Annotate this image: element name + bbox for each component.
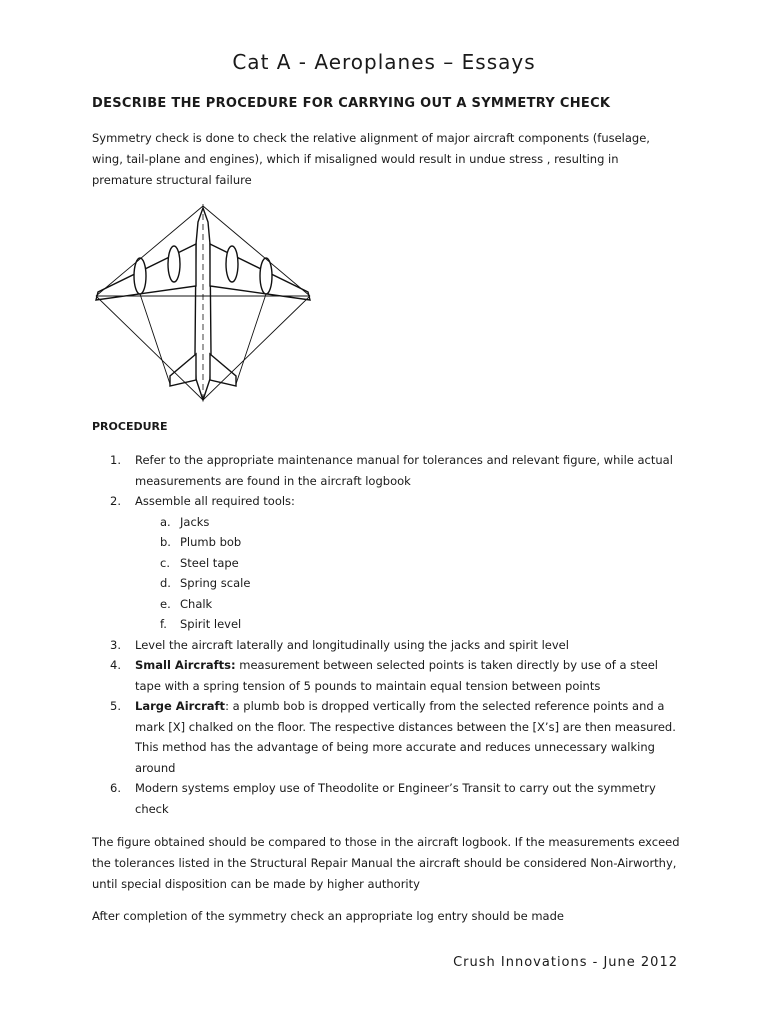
- page-title: Cat A - Aeroplanes – Essays: [232, 50, 536, 74]
- procedure-step: 6. Modern systems employ use of Theodolite or Engineer’s Transit to carry out the symmetry check: [110, 781, 656, 816]
- log-entry-paragraph: After completion of the symmetry check an appropriate log entry should be made: [92, 909, 564, 923]
- tool-item: e. Chalk: [160, 596, 213, 611]
- intro-paragraph: Symmetry check is done to check the relative alignment of major aircraft components (fuselage, wing, tail-plane and engines), which if misaligned would result in undue stress , resulting in premature structural failure: [92, 131, 650, 187]
- procedure-step: 5. Large Aircraft: a plumb bob is dropped vertically from the selected reference points and a mark [X] chalked on the floor. The respective distances between the [X’s] are then measured. This method has the advantage of being more accurate and reduces unnecessary walking around: [110, 699, 676, 775]
- procedure-steps: [110, 450, 680, 819]
- tool-item: c. Steel tape: [160, 555, 239, 570]
- aircraft-symmetry-diagram: [88, 204, 318, 404]
- tools-list: [135, 512, 680, 635]
- procedure-label: PROCEDURE: [92, 420, 168, 433]
- tool-item: f. Spirit level: [160, 617, 242, 631]
- tool-item: b. Plumb bob: [160, 535, 242, 549]
- tool-item: d. Spring scale: [160, 576, 251, 590]
- procedure-step: 4. Small Aircrafts: measurement between selected points is taken directly by use of a steel tape with a spring tension of 5 pounds to maintain equal tension between points: [110, 658, 658, 693]
- tool-item: a. Jacks: [160, 514, 210, 529]
- page-footer: Crush Innovations - June 2012: [453, 955, 678, 970]
- procedure-step: 3. Level the aircraft laterally and longitudinally using the jacks and spirit level: [110, 637, 569, 652]
- procedure-step: 2. Assemble all required tools: a. Jacks b. Plumb bob c. Steel tape d. Spring scale e. Chalk f. Spirit level: [110, 491, 680, 635]
- procedure-step: 1. Refer to the appropriate maintenance manual for tolerances and relevant figure, while actual measurements are found in the aircraft logbook: [110, 453, 673, 488]
- essay-heading: DESCRIBE THE PROCEDURE FOR CARRYING OUT A SYMMETRY CHECK: [92, 96, 611, 111]
- conclusion-paragraph: The figure obtained should be compared to those in the aircraft logbook. If the measurements exceed the tolerances listed in the Structural Repair Manual the aircraft should be considered Non-Airworthy, until special disposition can be made by higher authority: [92, 835, 680, 891]
